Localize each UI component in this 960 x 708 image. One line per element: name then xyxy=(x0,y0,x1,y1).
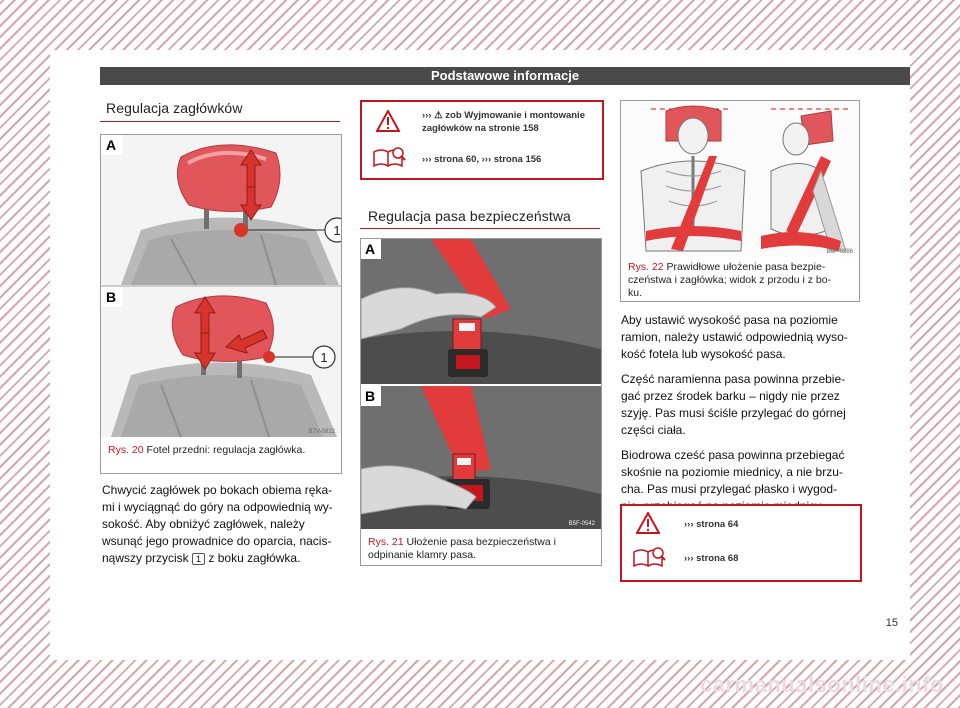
section-title-headrest: Regulacja zagłówków xyxy=(106,100,243,116)
inline-marker-1: 1 xyxy=(192,553,205,565)
panel-label-b: B xyxy=(106,289,117,305)
body-line: ramion, należy ustawić odpowiednią wyso- xyxy=(621,330,848,344)
posture-illustration xyxy=(621,101,859,257)
note-text: zagłówków na stronie 158 xyxy=(422,123,539,134)
body-line: wsunąć jego prowadnice do oparcia, nacis- xyxy=(102,534,332,548)
panel-label-b: B xyxy=(365,388,376,404)
note-link-page-68[interactable]: ››› strona 68 xyxy=(684,553,739,564)
page-header: Podstawowe informacje xyxy=(100,67,910,85)
figure-belt xyxy=(360,238,602,566)
figure-caption-text: Ułożenie pasa bezpieczeństwa i xyxy=(406,536,556,548)
note-link-warning[interactable]: ››› ⚠ zob Wyjmowanie i montowanie xyxy=(422,110,585,121)
headrest-instructions xyxy=(102,482,347,567)
figure-code: B7V-0822 xyxy=(308,429,335,435)
figure-caption-text: odpinanie klamry pasa. xyxy=(368,549,476,561)
body-line: szyję. Pas musi ściśle przylegać do górnej xyxy=(621,406,846,420)
body-text: nąwszy przycisk xyxy=(102,551,189,565)
warning-icon xyxy=(376,110,400,132)
body-line: części ciała. xyxy=(621,423,686,437)
page xyxy=(50,50,910,660)
figure-caption-text: ku. xyxy=(628,287,643,299)
manual-book-icon xyxy=(372,146,406,168)
manual-book-icon xyxy=(632,546,666,568)
body-line: kość fotela lub wysokość pasa. xyxy=(621,347,786,361)
note-link-page-64[interactable]: ››› strona 64 xyxy=(684,519,739,530)
figure-caption-20 xyxy=(108,444,336,457)
body-line: sokość. Aby obniżyć zagłówek, należy xyxy=(102,517,305,531)
body-line: Chwycić zagłówek po bokach obiema ręka- xyxy=(102,483,333,497)
belt-instructions xyxy=(621,312,866,523)
warning-icon xyxy=(636,512,660,534)
panel-label-a: A xyxy=(106,137,117,153)
body-line: skośnie na poziomie miednicy, a nie brzu- xyxy=(621,465,843,479)
figure-caption-22 xyxy=(628,261,854,300)
body-line xyxy=(102,550,347,567)
seatbelt-illustration xyxy=(361,239,601,529)
figure-code: B5F-0542 xyxy=(568,521,595,527)
page-number: 15 xyxy=(885,617,898,629)
section-rule xyxy=(100,121,340,122)
body-line: Aby ustawić wysokość pasa na poziomie xyxy=(621,313,838,327)
figure-ref: Rys. 21 xyxy=(368,536,404,548)
figure-caption-text: czeństwa i zagłówka; widok z przodu i z bo- xyxy=(628,274,832,286)
figure-caption-21 xyxy=(368,536,596,562)
headrest-illustration xyxy=(101,135,341,473)
note-links-pages[interactable]: ››› strona 60, ››› strona 156 xyxy=(422,154,542,165)
body-line: Część naramienna pasa powinna przebie- xyxy=(621,372,846,386)
body-line: Biodrowa cześć pasa powinna przebiegać xyxy=(621,448,845,462)
note-box-belt xyxy=(620,504,862,582)
figure-headrest xyxy=(100,134,342,474)
section-title-belt: Regulacja pasa bezpieczeństwa xyxy=(368,208,571,224)
callout-1-a: 1 xyxy=(333,223,341,238)
callout-1-b: 1 xyxy=(320,350,328,365)
figure-ref: Rys. 20 xyxy=(108,444,144,456)
figure-ref: Rys. 22 xyxy=(628,261,664,273)
body-line: cha. Pas musi przylegać płasko i wygod- xyxy=(621,482,838,496)
panel-label-a: A xyxy=(365,241,376,257)
watermark: carmanualsonline.info xyxy=(700,672,944,697)
paragraph-2 xyxy=(621,371,866,439)
body-line: gać przez środek barku – nigdy nie przez xyxy=(621,389,840,403)
figure-caption-text: Prawidłowe ułożenie pasa bezpie- xyxy=(666,261,826,273)
body-text: z boku zagłówka. xyxy=(208,551,301,565)
note-box-headrest xyxy=(360,100,604,180)
section-rule xyxy=(360,228,600,229)
figure-caption-text: Fotel przedni: regulacja zagłówka. xyxy=(146,444,306,456)
paragraph-1 xyxy=(621,312,866,363)
body-line: mi i wyciągnąć do góry na odpowiednią wy- xyxy=(102,500,333,514)
figure-code: B5F-0286 xyxy=(826,249,853,255)
figure-posture xyxy=(620,100,860,302)
